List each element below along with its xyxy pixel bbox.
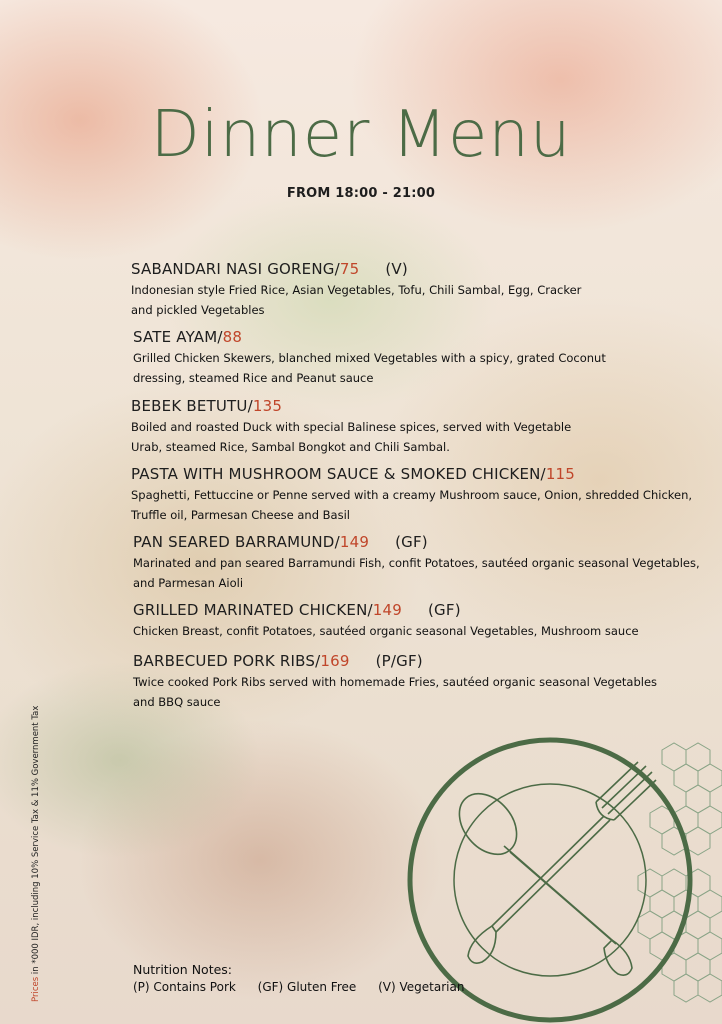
menu-item-heading: BARBECUED PORK RIBS/169 (P/GF) bbox=[133, 652, 423, 670]
description-line: Indonesian style Fried Rice, Asian Vegetables, Tofu, Chili Sambal, Egg, Cracker bbox=[131, 283, 582, 297]
menu-item-name: BARBECUED PORK RIBS bbox=[133, 652, 316, 670]
menu-item-diet: (V) bbox=[385, 260, 408, 278]
menu-item-heading: PASTA WITH MUSHROOM SAUCE & SMOKED CHICKEN/115 bbox=[131, 465, 576, 483]
menu-item-name: BEBEK BETUTU bbox=[131, 397, 248, 415]
menu-item-name: PAN SEARED BARRAMUND bbox=[133, 533, 335, 551]
description-line: Twice cooked Pork Ribs served with homemade Fries, sautéed organic seasonal Vegetables bbox=[133, 675, 658, 689]
menu-item bbox=[133, 601, 713, 641]
service-hours: FROM 18:00 - 21:00 bbox=[286, 186, 436, 201]
menu-item-price: 169 bbox=[320, 652, 350, 670]
menu-item bbox=[131, 397, 691, 457]
menu-item-description bbox=[133, 621, 713, 641]
menu-item-heading: SABANDARI NASI GORENG/75 (V) bbox=[131, 260, 408, 278]
menu-item-description bbox=[131, 280, 691, 320]
menu-item-diet: (GF) bbox=[395, 533, 428, 551]
menu-item-price: 135 bbox=[252, 397, 283, 415]
menu-item-price: 149 bbox=[339, 533, 370, 551]
menu-title: Dinner Menu bbox=[150, 98, 572, 172]
description-line: Chicken Breast, confit Potatoes, sautéed organic seasonal Vegetables, Mushroom sauce bbox=[133, 624, 639, 638]
menu-item-description bbox=[131, 417, 691, 457]
menu-item-diet: (P/GF) bbox=[375, 652, 423, 670]
menu-item-price: 149 bbox=[372, 601, 402, 619]
description-line: Grilled Chicken Skewers, blanched mixed Vegetables with a spicy, grated Coconut bbox=[133, 351, 606, 365]
description-line: Urab, steamed Rice, Sambal Bongkot and Chili Sambal. bbox=[131, 440, 450, 454]
menu-item-price: 75 bbox=[339, 260, 360, 278]
menu-item-description bbox=[133, 672, 713, 712]
menu-item bbox=[133, 533, 713, 593]
description-line: dressing, steamed Rice and Peanut sauce bbox=[133, 371, 374, 385]
menu-item-name: PASTA WITH MUSHROOM SAUCE & SMOKED CHICKEN bbox=[131, 465, 541, 483]
menu-item-diet: (GF) bbox=[428, 601, 461, 619]
menu-item bbox=[131, 260, 691, 320]
description-line: Boiled and roasted Duck with special Balinese spices, served with Vegetable bbox=[131, 420, 572, 434]
menu-item-price: 88 bbox=[222, 328, 243, 346]
menu-item-description bbox=[133, 348, 693, 388]
description-line: Truffle oil, Parmesan Cheese and Basil bbox=[131, 508, 350, 522]
menu-item-name: SATE AYAM bbox=[133, 328, 218, 346]
menu-item bbox=[133, 652, 713, 712]
description-line: Spaghetti, Fettuccine or Penne served with a creamy Mushroom sauce, Onion, shredded Chicken, bbox=[131, 488, 693, 502]
menu-item-description bbox=[133, 553, 713, 593]
description-line: and Parmesan Aioli bbox=[133, 576, 244, 590]
menu-item bbox=[131, 465, 711, 525]
legend-vegetarian: (V) Vegetarian bbox=[378, 980, 465, 994]
legend-gluten-free: (GF) Gluten Free bbox=[257, 980, 357, 994]
menu-item-heading: PAN SEARED BARRAMUND/149 (GF) bbox=[133, 533, 428, 551]
price-disclaimer-text: in *000 IDR, including 10% Service Tax & 11% Government Tax bbox=[31, 705, 41, 977]
legend-pork: (P) Contains Pork bbox=[133, 980, 236, 994]
fork-icon bbox=[468, 762, 656, 963]
menu-item-heading: GRILLED MARINATED CHICKEN/149 (GF) bbox=[133, 601, 461, 619]
description-line: Marinated and pan seared Barramundi Fish, confit Potatoes, sautéed organic seasonal Vegetables, bbox=[133, 556, 700, 570]
nutrition-notes-title: Nutrition Notes: bbox=[133, 962, 233, 977]
menu-item-name: GRILLED MARINATED CHICKEN bbox=[133, 601, 368, 619]
price-disclaimer-highlight: Prices bbox=[31, 976, 41, 1002]
menu-item-price: 115 bbox=[545, 465, 576, 483]
menu-item-description bbox=[131, 485, 711, 525]
menu-item-heading: BEBEK BETUTU/135 bbox=[131, 397, 283, 415]
menu-item bbox=[133, 328, 693, 388]
nutrition-legend bbox=[133, 980, 482, 994]
description-line: and pickled Vegetables bbox=[131, 303, 265, 317]
nutrition-notes bbox=[133, 962, 482, 994]
price-disclaimer bbox=[31, 706, 41, 1002]
menu-item-heading: SATE AYAM/88 bbox=[133, 328, 243, 346]
description-line: and BBQ sauce bbox=[133, 695, 221, 709]
menu-item-name: SABANDARI NASI GORENG bbox=[131, 260, 335, 278]
